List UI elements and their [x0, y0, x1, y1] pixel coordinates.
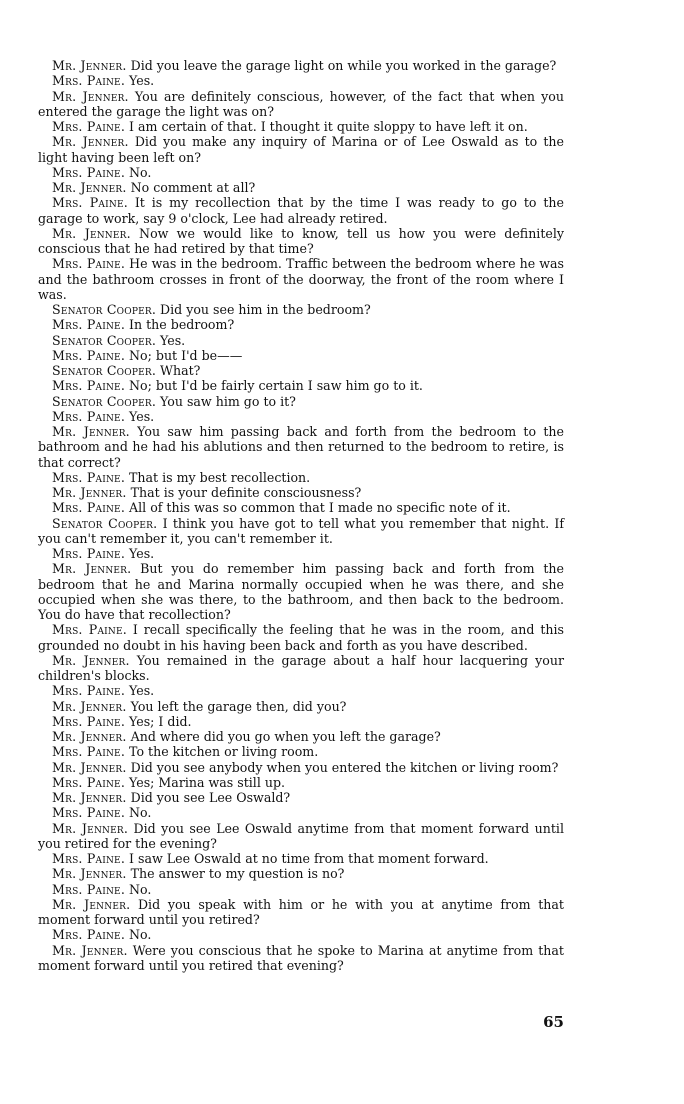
transcript-paragraph — [38, 821, 564, 852]
transcript-paragraph — [38, 683, 564, 698]
transcript-paragraph — [38, 424, 564, 470]
utterance: No. — [125, 881, 152, 897]
transcript-paragraph — [38, 714, 564, 729]
speaker: Mr. Jenner. — [52, 88, 129, 104]
utterance: Were you conscious that he spoke to Marina at anytime from that moment forward until you retired that evening? — [38, 942, 564, 973]
utterance: He was in the bedroom. Traffic between the bedroom where he was and the bathroom crosses in front of the doorway, the front of the room where I was. — [38, 256, 564, 302]
transcript-paragraph — [38, 73, 564, 88]
utterance: You saw him go to it? — [156, 393, 296, 409]
utterance: The answer to my question is no? — [126, 866, 345, 882]
transcript-paragraph — [38, 180, 564, 195]
utterance: I think you have got to tell what you remember that night. If you can't remember it, you can't remember it. — [38, 515, 564, 546]
transcript-paragraph — [38, 500, 564, 515]
speaker: Mrs. Paine. — [52, 256, 126, 272]
utterance: No; but I'd be fairly certain I saw him go to it. — [125, 378, 423, 394]
utterance: I recall specifically the feeling that he was in the room, and this grounded no doubt in his having been back and forth as you have described. — [38, 622, 564, 653]
speaker: Mrs. Paine. — [52, 378, 126, 394]
speaker: Mrs. Paine. — [52, 195, 128, 211]
speaker: Mrs. Paine. — [52, 469, 126, 485]
utterance: Yes. — [125, 683, 155, 699]
speaker: Mr. Jenner. — [52, 759, 127, 775]
utterance: Yes. — [125, 408, 155, 424]
speaker: Mrs. Paine. — [52, 713, 126, 729]
transcript-paragraph — [38, 622, 564, 653]
speaker: Mrs. Paine. — [52, 73, 126, 89]
transcript-paragraph — [38, 760, 564, 775]
transcript-paragraph — [38, 119, 564, 134]
speaker: Senator Cooper. — [52, 302, 157, 317]
utterance: Did you leave the garage light on while you worked in the garage? — [126, 58, 557, 73]
utterance: You saw him passing back and forth from the bedroom to the bathroom and he had his ablutions and then returned to the bedroom to retire, is that correct? — [38, 424, 564, 470]
speaker: Mrs. Paine. — [52, 805, 126, 821]
utterance: To the kitchen or living room. — [125, 744, 319, 760]
speaker: Mrs. Paine. — [52, 927, 126, 943]
speaker: Mrs. Paine. — [52, 881, 126, 897]
utterance: That is my best recollection. — [125, 469, 311, 485]
transcript-paragraph — [38, 134, 564, 165]
transcript-paragraph — [38, 927, 564, 942]
transcript-paragraph — [38, 58, 564, 73]
utterance: I saw Lee Oswald at no time from that moment forward. — [125, 851, 489, 866]
transcript-paragraph — [38, 165, 564, 180]
utterance: It is my recollection that by the time I was ready to go to the garage to work, say 9 o'clock, Lee had already retired. — [38, 195, 564, 226]
speaker: Mr. Jenner. — [52, 424, 130, 439]
speaker: Senator Cooper. — [52, 515, 158, 531]
transcript-paragraph — [38, 195, 564, 226]
transcript-paragraph — [38, 333, 564, 348]
utterance: Yes; I did. — [125, 713, 192, 729]
speaker: Mrs. Paine. — [52, 744, 126, 760]
speaker: Mrs. Paine. — [52, 164, 126, 180]
speaker: Mrs. Paine. — [52, 408, 126, 424]
speaker: Mrs. Paine. — [52, 774, 126, 790]
transcript-paragraph — [38, 699, 564, 714]
utterance: That is your definite consciousness? — [126, 485, 362, 500]
speaker: Mr. Jenner. — [52, 866, 127, 882]
transcript-paragraph — [38, 805, 564, 820]
utterance: What? — [156, 363, 201, 378]
utterance: And where did you go when you left the garage? — [126, 729, 441, 744]
transcript-paragraph — [38, 882, 564, 897]
transcript-paragraph — [38, 226, 564, 257]
speaker: Mr. Jenner. — [52, 58, 127, 73]
speaker: Mr. Jenner. — [52, 729, 127, 744]
utterance: No. — [125, 164, 152, 180]
page-number: 65 — [543, 1013, 564, 1031]
transcript-paragraph — [38, 790, 564, 805]
utterance: You remained in the garage about a half hour lacquering your children's blocks. — [38, 652, 564, 683]
speaker: Mr. Jenner. — [52, 820, 129, 836]
speaker: Mr. Jenner. — [52, 180, 127, 195]
speaker: Mrs. Paine. — [52, 851, 126, 866]
utterance: Now we would like to know, tell us how you were definitely conscious that he had retired by that time? — [38, 225, 564, 256]
transcript-paragraph — [38, 89, 564, 120]
transcript-paragraph — [38, 256, 564, 302]
speaker: Mr. Jenner. — [52, 225, 131, 241]
utterance: Yes. — [125, 73, 155, 89]
utterance: No. — [125, 805, 152, 821]
utterance: You left the garage then, did you? — [126, 698, 347, 714]
utterance: Did you see anybody when you entered the kitchen or living room? — [126, 759, 559, 775]
utterance: Did you make any inquiry of Marina or of Lee Oswald as to the light having been left on? — [38, 134, 564, 165]
utterance: Yes. — [156, 332, 186, 348]
utterance: Did you see him in the bedroom? — [156, 302, 371, 317]
transcript-paragraph — [38, 729, 564, 744]
transcript-paragraph — [38, 302, 564, 317]
speaker: Mrs. Paine. — [52, 546, 126, 561]
speaker: Senator Cooper. — [52, 332, 157, 348]
speaker: Mr. Jenner. — [52, 942, 128, 958]
utterance: Yes; Marina was still up. — [125, 774, 286, 790]
utterance: But you do remember him passing back and forth from the bedroom that he and Marina normally occupied when he was there, and she occupied when she was there, to the bathroom, and then back to the bedroom. You do have that recollection? — [38, 561, 564, 622]
utterance: Did you see Lee Oswald anytime from that moment forward until you retired for the evening? — [38, 820, 564, 851]
speaker: Mr. Jenner. — [52, 134, 129, 150]
utterance: No; but I'd be—— — [125, 347, 243, 363]
speaker: Mr. Jenner. — [52, 561, 132, 577]
speaker: Mr. Jenner. — [52, 698, 127, 714]
speaker: Mrs. Paine. — [52, 622, 127, 638]
transcript-paragraph — [38, 744, 564, 759]
speaker: Mrs. Paine. — [52, 119, 126, 134]
transcript-paragraph — [38, 546, 564, 561]
utterance: All of this was so common that I made no specific note of it. — [125, 500, 511, 516]
transcript-paragraph — [38, 851, 564, 866]
transcript-paragraph — [38, 363, 564, 378]
transcript-paragraph — [38, 409, 564, 424]
transcript-paragraph — [38, 348, 564, 363]
transcript-paragraph — [38, 866, 564, 881]
utterance: Did you see Lee Oswald? — [126, 790, 291, 805]
utterance: No comment at all? — [126, 180, 256, 195]
transcript-body — [38, 58, 564, 973]
speaker: Mrs. Paine. — [52, 317, 126, 333]
speaker: Mr. Jenner. — [52, 652, 130, 668]
transcript-paragraph — [38, 516, 564, 547]
speaker: Mr. Jenner. — [52, 896, 131, 912]
transcript-paragraph — [38, 775, 564, 790]
transcript-paragraph — [38, 485, 564, 500]
utterance: No. — [125, 927, 152, 943]
transcript-paragraph — [38, 561, 564, 622]
transcript-paragraph — [38, 470, 564, 485]
speaker: Mrs. Paine. — [52, 500, 126, 516]
speaker: Mr. Jenner. — [52, 790, 127, 805]
transcript-paragraph — [38, 653, 564, 684]
transcript-paragraph — [38, 317, 564, 332]
speaker: Mrs. Paine. — [52, 347, 126, 363]
transcript-paragraph — [38, 897, 564, 928]
utterance: I am certain of that. I thought it quite sloppy to have left it on. — [125, 119, 528, 134]
utterance: You are definitely conscious, however, of the fact that when you entered the garage the light was on? — [38, 88, 564, 119]
speaker: Mr. Jenner. — [52, 485, 127, 500]
utterance: Yes. — [125, 546, 155, 561]
utterance: In the bedroom? — [125, 317, 235, 333]
utterance: Did you speak with him or he with you at anytime from that moment forward until you retired? — [38, 896, 564, 927]
transcript-paragraph — [38, 378, 564, 393]
transcript-paragraph — [38, 943, 564, 974]
speaker: Senator Cooper. — [52, 393, 157, 409]
speaker: Mrs. Paine. — [52, 683, 126, 699]
speaker: Senator Cooper. — [52, 363, 157, 378]
transcript-paragraph — [38, 394, 564, 409]
